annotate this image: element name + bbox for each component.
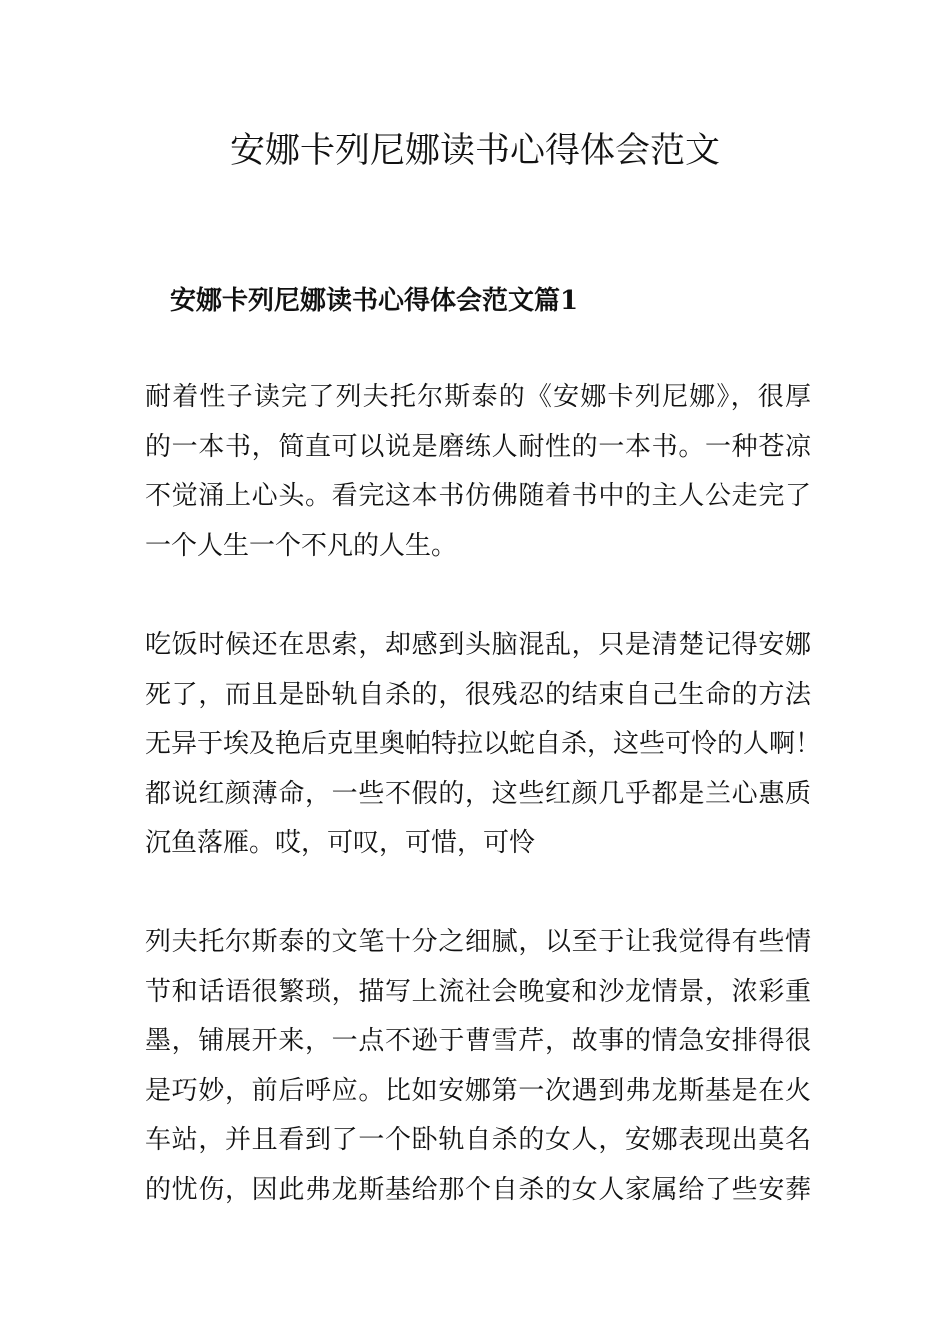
- section-heading: 安娜卡列尼娜读书心得体会范文篇1: [170, 286, 579, 316]
- paragraph-line: 列夫托尔斯泰的文笔十分之细腻，以至于让我觉得有些情: [145, 927, 811, 957]
- paragraph-2: [145, 621, 822, 869]
- paragraph-line: 是巧妙，前后呼应。比如安娜第一次遇到弗龙斯基是在火: [145, 1075, 811, 1106]
- paragraph-line: 车站，并且看到了一个卧轨自杀的女人，安娜表现出莫名: [145, 1125, 811, 1155]
- paragraph-line: 的忧伤，因此弗龙斯基给那个自杀的女人家属给了些安葬: [145, 1174, 811, 1205]
- paragraph-line: 不觉涌上心头。看完这本书仿佛随着书中的主人公走完了: [145, 481, 811, 511]
- paragraph-line: 死了，而且是卧轨自杀的，很残忍的结束自己生命的方法: [145, 679, 811, 710]
- paragraph-line: 墨，铺展开来，一点不逊于曹雪芹，故事的情急安排得很: [145, 1026, 811, 1056]
- paragraph-line: 节和话语很繁琐，描写上流社会晚宴和沙龙情景，浓彩重: [145, 976, 811, 1007]
- paragraph-1: [145, 373, 811, 571]
- paragraph-line: 沉鱼落雁。哎，可叹，可惜，可怜: [145, 828, 536, 858]
- paragraph-line: 耐着性子读完了列夫托尔斯泰的《安娜卡列尼娜》，很厚: [145, 382, 811, 412]
- document-title: 安娜卡列尼娜读书心得体会范文: [229, 131, 720, 171]
- paragraph-line: 都说红颜薄命，一些不假的，这些红颜几乎都是兰心惠质: [145, 778, 811, 809]
- paragraph-3: [145, 918, 811, 1215]
- paragraph-line: 无异于埃及艳后克里奥帕特拉以蛇自杀，这些可怜的人啊！: [145, 729, 822, 759]
- paragraph-line: 一个人生一个不凡的人生。: [145, 530, 458, 561]
- paragraph-line: 吃饭时候还在思索，却感到头脑混乱，只是清楚记得安娜: [145, 630, 811, 660]
- paragraph-line: 的一本书，简直可以说是磨练人耐性的一本书。一种苍凉: [145, 431, 811, 462]
